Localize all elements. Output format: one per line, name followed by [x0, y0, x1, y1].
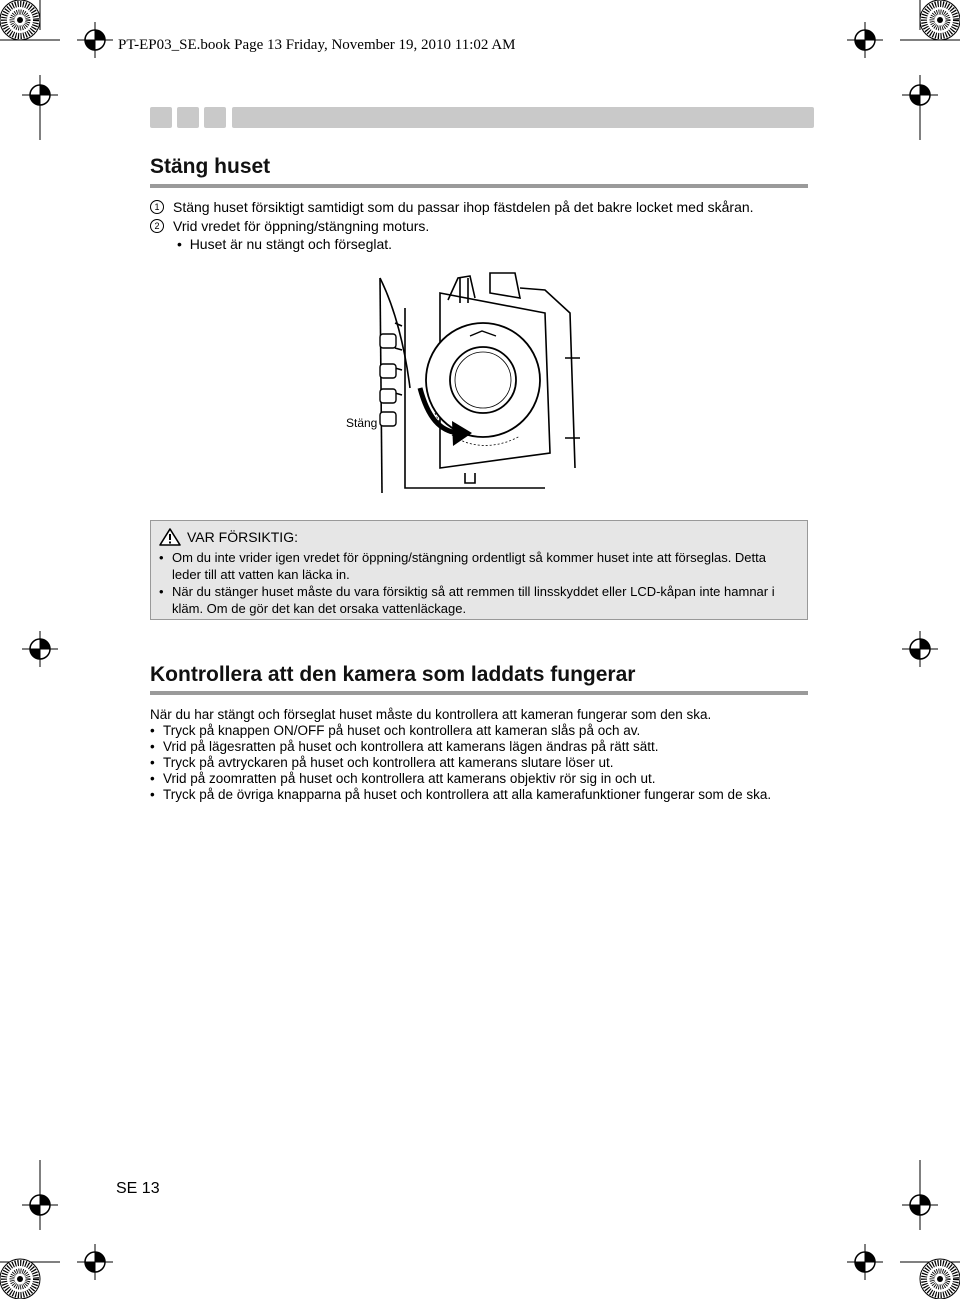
- list-item: • Tryck på de övriga knapparna på huset och kontrollera att alla kamerafunktioner fungerar som de ska.: [150, 787, 772, 802]
- caution-box: [150, 520, 808, 620]
- list-item-text: Tryck på knappen ON/OFF på huset och kontrollera att kameran slås på och av.: [163, 723, 641, 738]
- step-text: Stäng huset försiktigt samtidigt som du passar ihop fästdelen på det bakre locket med skåran.: [173, 199, 754, 215]
- sub-bullet-text: Huset är nu stängt och förseglat.: [189, 236, 393, 252]
- caution-title: VAR FÖRSIKTIG:: [187, 529, 298, 545]
- side-buttons: [380, 334, 396, 426]
- caution-text: leder till att vatten kan läcka in.: [172, 567, 350, 582]
- title-underline: [150, 691, 808, 695]
- title-underline: [150, 184, 808, 188]
- tab-block: [150, 107, 172, 128]
- list-item-text: Vrid på lägesratten på huset och kontrollera att kamerans lägen ändras på rätt sätt.: [163, 739, 659, 754]
- caution-text: kläm. Om de gör det kan det orsaka vattenläckage.: [172, 601, 467, 616]
- list-item: • Tryck på avtryckaren på huset och kontrollera att kamerans slutare löser ut.: [150, 755, 614, 770]
- step-number: 2: [150, 219, 164, 233]
- caution-text: Om du inte vrider igen vredet för öppning/stängning ordentligt så kommer huset inte att förseglas. Detta: [172, 550, 766, 565]
- warning-icon: [159, 528, 181, 546]
- caution-item: • När du stänger huset måste du vara försiktig så att remmen till linsskyddet eller LCD-kåpan inte hamnar i kläm. Om de gör det kan det orsaka vattenläckage.: [159, 584, 775, 616]
- step-number: 1: [150, 200, 164, 214]
- caution-text: När du stänger huset måste du vara försiktig så att remmen till linsskyddet eller LCD-kåpan inte hamnar i: [172, 584, 775, 599]
- step-2: [150, 218, 429, 234]
- step-text: Vrid vredet för öppning/stängning moturs.: [173, 218, 430, 234]
- section-title: Stäng huset: [150, 155, 271, 178]
- list-item-text: Vrid på zoomratten på huset och kontrollera att kamerans objektiv rör sig in och ut.: [163, 771, 656, 786]
- tab-block: [204, 107, 226, 128]
- tab-block: [177, 107, 199, 128]
- caution-item: • Om du inte vrider igen vredet för öppning/stängning ordentligt så kommer huset inte att förseglas. Detta leder till att vatten kan läcka in.: [159, 550, 766, 582]
- tab-bar-long: [232, 107, 814, 128]
- intro-paragraph: När du har stängt och förseglat huset måste du kontrollera att kameran fungerar som den ska.: [150, 707, 712, 722]
- caution-header: [159, 528, 298, 546]
- page-number: SE 13: [116, 1180, 160, 1197]
- list-item-text: Tryck på de övriga knapparna på huset och kontrollera att alla kamerafunktioner fungerar som de ska.: [163, 787, 772, 802]
- step-1: [150, 199, 754, 215]
- book-header: PT-EP03_SE.book Page 13 Friday, November 19, 2010 11:02 AM: [118, 37, 516, 53]
- list-item-text: Tryck på avtryckaren på huset och kontrollera att kamerans slutare löser ut.: [163, 755, 614, 770]
- sub-bullet: • Huset är nu stängt och förseglat.: [177, 236, 393, 252]
- list-item: • Vrid på lägesratten på huset och kontrollera att kamerans lägen ändras på rätt sätt.: [150, 739, 659, 754]
- figure-label: Stäng: [346, 416, 378, 430]
- section-title: Kontrollera att den kamera som laddats fungerar: [150, 663, 636, 686]
- list-item: • Vrid på zoomratten på huset och kontrollera att kamerans objektiv rör sig in och ut.: [150, 771, 656, 786]
- list-item: • Tryck på knappen ON/OFF på huset och kontrollera att kameran slås på och av.: [150, 723, 641, 738]
- housing-illustration: [340, 268, 580, 498]
